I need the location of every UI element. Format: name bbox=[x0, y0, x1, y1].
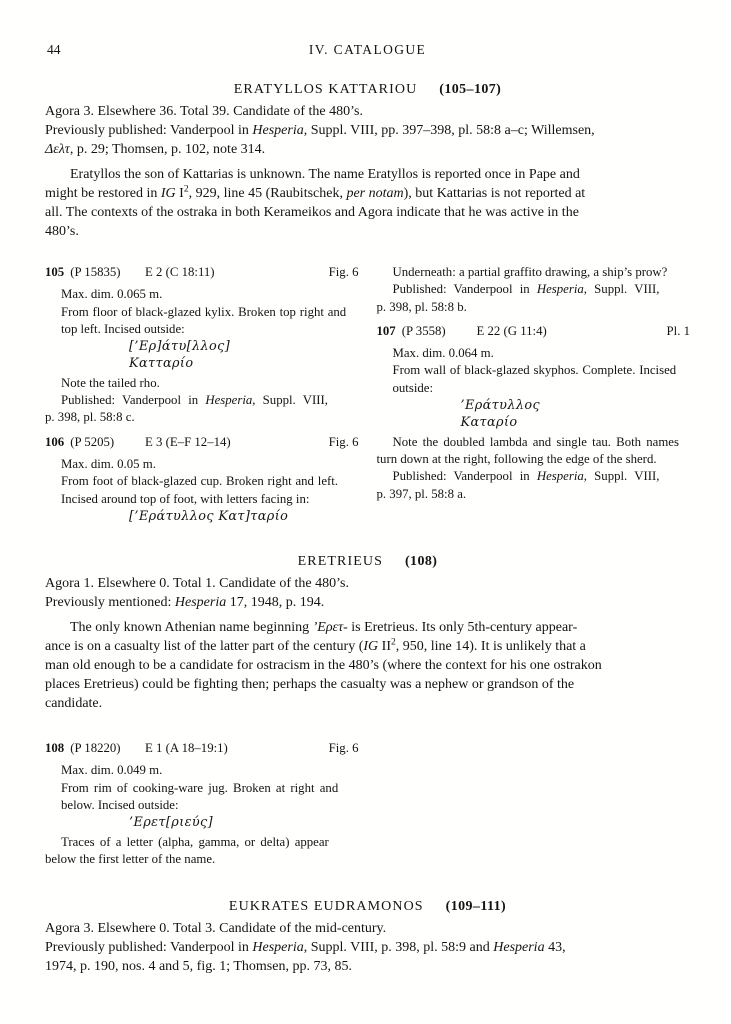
catalog-entry-106 bbox=[45, 434, 359, 525]
text-line: man old enough to be a candidate for ostracism in the 480’s (where the context for his one ostrakon bbox=[45, 658, 602, 674]
section-intro bbox=[45, 574, 690, 612]
section-eretrieus bbox=[45, 554, 690, 868]
section-heading bbox=[45, 554, 690, 570]
text-line: Published: Vanderpool in Hesperia, Suppl. VIII, bbox=[61, 393, 328, 408]
entry-number: 108 bbox=[45, 741, 65, 756]
text-line: below. Incised outside: bbox=[61, 798, 179, 813]
entry-id bbox=[45, 740, 145, 757]
section-eukrates-eudramonos bbox=[45, 899, 690, 976]
greek-inscription-line: ’Ερετ[ριεύς] bbox=[129, 815, 214, 831]
plate-reference: Pl. 1 bbox=[666, 323, 690, 338]
text-line: Max. dim. 0.049 m. bbox=[61, 763, 163, 778]
text-line: From rim of cooking-ware jug. Broken at right and bbox=[61, 780, 339, 795]
grid-location: E 22 (G 11:4) bbox=[476, 323, 547, 338]
entry-id bbox=[45, 434, 145, 451]
running-head-title: IV. CATALOGUE bbox=[308, 42, 427, 57]
entry-id bbox=[45, 264, 145, 281]
inventory-number: (P 15835) bbox=[70, 265, 121, 279]
inventory-number: (P 3558) bbox=[401, 323, 446, 338]
text-line: Previously published: Vanderpool in Hesperia, Suppl. VIII, p. 398, pl. 58:9 and Hesperia 43, bbox=[45, 940, 566, 956]
greek-inscription-line: Κατταρίο bbox=[129, 356, 194, 372]
text-line: Note the doubled lambda and single tau. Both names bbox=[392, 434, 679, 449]
figure-reference: Fig. 6 bbox=[328, 265, 359, 279]
grid-location: E 3 (E–F 12–14) bbox=[145, 434, 231, 449]
catalog-entry-105 bbox=[45, 264, 359, 427]
right-column bbox=[377, 264, 691, 525]
text-line: 480’s. bbox=[45, 224, 79, 239]
text-line: Agora 1. Elsewhere 0. Total 1. Candidate of the 480’s. bbox=[45, 576, 349, 592]
section-intro bbox=[45, 102, 690, 159]
entry-head bbox=[45, 740, 359, 757]
left-column bbox=[45, 264, 359, 525]
text-line: might be restored in IG $I^2$, 929, line 45 (Raubitschek, per notam), but Kattarias is not reported at bbox=[45, 184, 586, 201]
catalogue-single-column bbox=[45, 740, 359, 868]
catalog-entry-108 bbox=[45, 740, 359, 868]
catalogue-columns bbox=[45, 264, 690, 525]
text-line: Max. dim. 0.05 m. bbox=[61, 456, 156, 471]
inventory-number: (P 5205) bbox=[70, 434, 115, 449]
section-commentary bbox=[45, 165, 690, 241]
text-line: 1974, p. 190, nos. 4 and 5, fig. 1; Thomsen, pp. 73, 85. bbox=[45, 959, 352, 975]
text-line: below the first letter of the name. bbox=[45, 851, 216, 866]
section-entry-range: (105–107) bbox=[439, 82, 502, 97]
inventory-number: (P 18220) bbox=[70, 741, 121, 756]
entry-number: 107 bbox=[376, 323, 396, 338]
grid-location: E 2 (C 18:11) bbox=[145, 265, 215, 279]
catalog-entry-107 bbox=[377, 323, 691, 503]
catalog-entry-106-continuation bbox=[377, 264, 691, 316]
figure-reference: Fig. 6 bbox=[328, 741, 359, 756]
text-line: The only known Athenian name beginning ’Ερετ- is Eretrieus. Its only 5th-century appear- bbox=[70, 620, 578, 636]
text-line: places Eretrieus) could be fighting then; perhaps the casualty was a nephew or grandson of the bbox=[45, 677, 575, 693]
text-line: p. 397, pl. 58:8 a. bbox=[376, 486, 467, 501]
section-name: EUKRATES EUDRAMONOS bbox=[228, 899, 424, 915]
greek-inscription-line: [’Εράτυλλος Κατ]ταρίο bbox=[129, 508, 289, 524]
text-line: Traces of a letter (alpha, gamma, or delta) appear bbox=[61, 834, 329, 849]
figure-reference: Fig. 6 bbox=[328, 434, 359, 449]
text-line: From foot of black-glazed cup. Broken right and left. bbox=[61, 474, 339, 489]
entry-number: 105 bbox=[45, 265, 65, 279]
entry-number: 106 bbox=[45, 434, 65, 449]
text-line: Eratyllos the son of Kattarias is unknown. The name Eratyllos is reported once in Pape and bbox=[70, 167, 580, 182]
text-line: all. The contexts of the ostraka in both Kerameikos and Agora indicate that he was active in the bbox=[45, 205, 579, 220]
section-entry-range: (108) bbox=[405, 554, 438, 570]
running-header bbox=[45, 42, 690, 58]
entry-head bbox=[377, 323, 691, 340]
section-commentary bbox=[45, 618, 690, 713]
greek-inscription-line: [’Ερ]άτυ[λλος] bbox=[129, 339, 231, 355]
text-line: Max. dim. 0.064 m. bbox=[392, 346, 494, 361]
text-line: From floor of black-glazed kylix. Broken top right and bbox=[61, 304, 347, 319]
page-number: 44 bbox=[47, 42, 61, 57]
text-line: Published: Vanderpool in Hesperia, Suppl. VIII, bbox=[392, 282, 660, 297]
section-name: ERATYLLOS KATTARIOU bbox=[233, 82, 418, 97]
text-line: From wall of black-glazed skyphos. Complete. Incised bbox=[392, 363, 677, 378]
section-heading bbox=[45, 899, 690, 915]
text-line: Previously published: Vanderpool in Hesperia, Suppl. VIII, pp. 397–398, pl. 58:8 a–c; Willemsen, bbox=[45, 123, 595, 138]
text-line: Previously mentioned: Hesperia 17, 1948, p. 194. bbox=[45, 595, 325, 611]
text-line: turn down at the right, following the edge of the sherd. bbox=[376, 451, 657, 466]
entry-head bbox=[45, 264, 359, 281]
greek-inscription-line: Καταρίο bbox=[460, 415, 518, 431]
text-line: Note the tailed rho. bbox=[61, 375, 160, 390]
section-entry-range: (109–111) bbox=[445, 899, 507, 915]
entry-head bbox=[45, 434, 359, 451]
text-line: Agora 3. Elsewhere 36. Total 39. Candidate of the 480’s. bbox=[45, 104, 363, 119]
text-line: Max. dim. 0.065 m. bbox=[61, 287, 163, 302]
section-eratyllos-kattariou bbox=[45, 82, 690, 525]
text-line: ance is on a casualty list of the latter part of the century (IG $II^2$, 950, line 14). It is unlikely that a bbox=[45, 637, 586, 655]
text-line: Published: Vanderpool in Hesperia, Suppl. VIII, bbox=[392, 469, 660, 484]
text-line: outside: bbox=[392, 380, 434, 395]
text-line: Agora 3. Elsewhere 0. Total 3. Candidate of the mid-century. bbox=[45, 921, 387, 937]
text-line: p. 398, pl. 58:8 c. bbox=[45, 410, 135, 425]
entry-id bbox=[377, 323, 477, 340]
text-line: p. 398, pl. 58:8 b. bbox=[376, 299, 467, 314]
section-intro bbox=[45, 919, 690, 976]
text-line: Underneath: a partial graffito drawing, a ship’s prow? bbox=[392, 265, 668, 279]
text-line: Incised around top of foot, with letters facing in: bbox=[61, 491, 310, 506]
section-name: ERETRIEUS bbox=[297, 554, 383, 570]
text-line: candidate. bbox=[45, 696, 103, 712]
greek-inscription-line: ’Εράτυλλος bbox=[460, 398, 541, 414]
text-line: top left. Incised outside: bbox=[61, 321, 185, 336]
section-heading bbox=[45, 82, 690, 98]
text-line: Δελτ, p. 29; Thomsen, p. 102, note 314. bbox=[45, 142, 266, 157]
grid-location: E 1 (A 18–19:1) bbox=[145, 741, 228, 756]
